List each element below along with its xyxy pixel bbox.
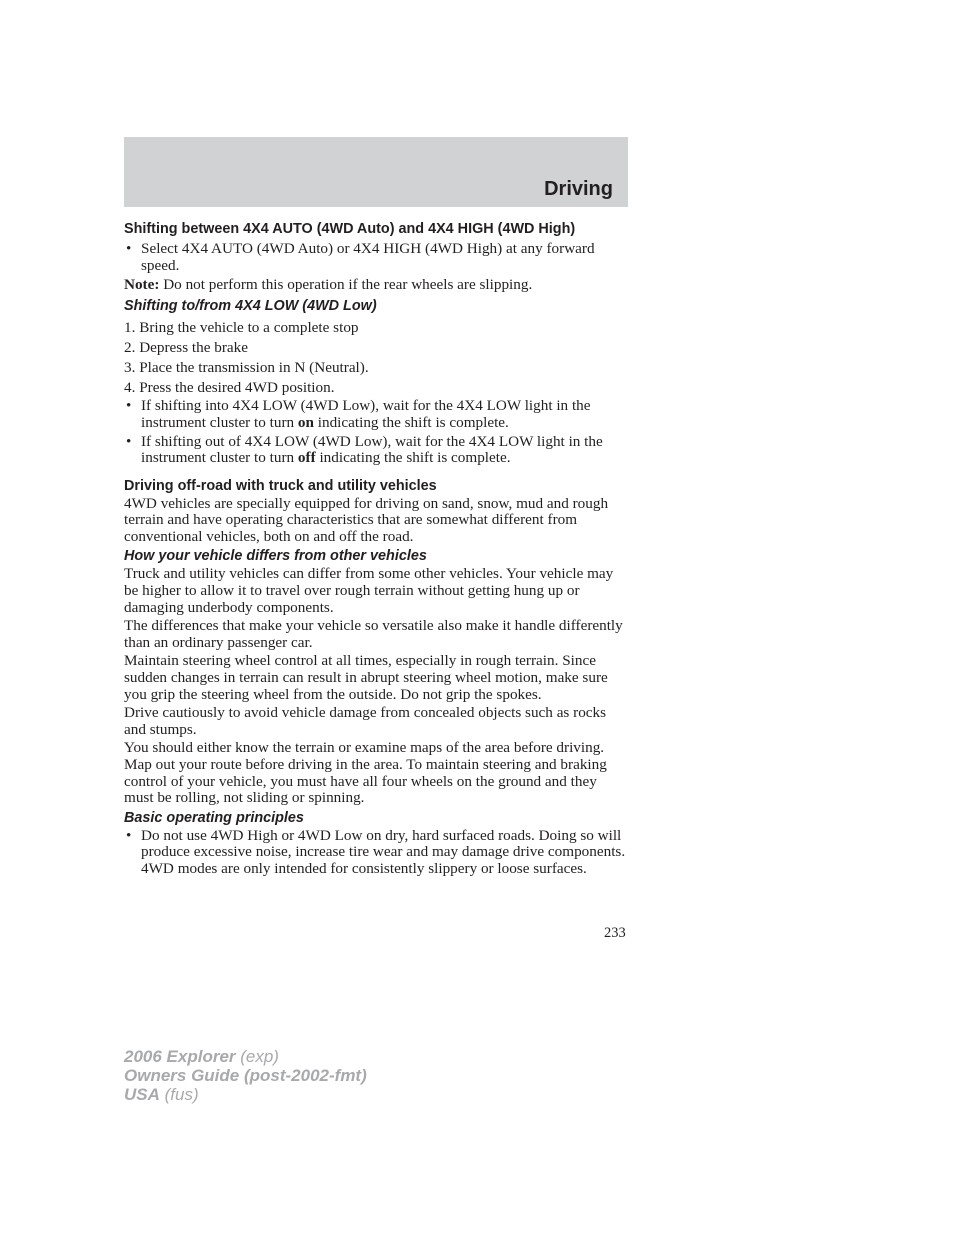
bullet-text-bold: off [297,449,316,467]
footer-model-code: (exp) [235,1047,279,1066]
bullet-text-bold: on [297,413,314,431]
step-1: 1. Bring the vehicle to a complete stop [124,318,359,336]
note-paragraph [124,277,628,294]
page-number: 233 [604,925,626,941]
heading-basic-principles: Basic operating principles [124,809,304,826]
heading-shifting-low: Shifting to/from 4X4 LOW (4WD Low) [124,297,377,314]
bullet-select-auto-high [124,241,628,274]
paragraph-differences: The differences that make your vehicle so versatile also make it handle differently than an ordinary passenger car. [124,617,623,651]
footer-line-2 [124,1066,367,1085]
bullet-glyph: • [126,432,132,450]
section-title: Driving [544,178,613,200]
paragraph-4wd-equipped: 4WD vehicles are specially equipped for driving on sand, snow, mud and rough terrain and have operating characteristics that are somewhat different from conventional vehicles, both on and off the road. [124,494,609,545]
document-footer [124,1047,367,1104]
step-3: 3. Place the transmission in N (Neutral). [124,358,369,376]
heading-shifting-auto-high: Shifting between 4X4 AUTO (4WD Auto) and 4X4 HIGH (4WD High) [124,221,576,237]
paragraph-steering-control: Maintain steering wheel control at all times, especially in rough terrain. Since sudden changes in terrain can result in abrupt steering wheel motion, make sure you grip the steering wheel from the outside. Do not grip the spokes. [124,652,608,703]
paragraph-truck-utility: Truck and utility vehicles can differ from some other vehicles. Your vehicle may be higher to allow it to travel over rough terrain without getting hung up or damaging underbody components. [124,565,614,616]
section-header-band [124,137,628,207]
heading-vehicle-differs: How your vehicle differs from other vehicles [124,548,427,565]
bullet-shift-out-of-low [124,434,628,467]
footer-line-1 [124,1047,367,1066]
bullet-text: Select 4X4 AUTO (4WD Auto) or 4X4 HIGH (4WD High) at any forward speed. [141,240,595,274]
footer-line-3 [124,1085,367,1104]
step-4: 4. Press the desired 4WD position. [124,378,335,396]
heading-driving-off-road: Driving off-road with truck and utility vehicles [124,477,437,494]
bullet-text-pre: If shifting into 4X4 LOW (4WD Low), wait for the 4X4 LOW light in the instrument cluster to turn [141,397,591,431]
footer-model: 2006 Explorer [124,1047,236,1066]
note-label: Note: [124,276,160,294]
bullet-text-post: indicating the shift is complete. [315,449,511,467]
bullet-shift-into-low [124,398,628,431]
bullet-glyph: • [126,240,132,257]
bullet-glyph: • [126,826,132,844]
bullet-text: Do not use 4WD High or 4WD Low on dry, hard surfaced roads. Doing so will produce excessive noise, increase tire wear and may damage drive components. 4WD modes are only intended for consistently slippery or loose surfaces. [141,826,626,877]
note-text: Do not perform this operation if the rear wheels are slipping. [159,276,533,294]
bullet-text-pre: If shifting out of 4X4 LOW (4WD Low), wait for the 4X4 LOW light in the instrument cluster to turn [141,432,603,467]
page-content [124,221,628,878]
footer-market: USA [124,1085,160,1104]
step-2: 2. Depress the brake [124,338,248,356]
paragraph-drive-cautiously: Drive cautiously to avoid vehicle damage from concealed objects such as rocks and stumps. [124,704,607,738]
paragraph-know-terrain: You should either know the terrain or examine maps of the area before driving. Map out your route before driving in the area. To maintain steering and braking control of your vehicle, you must have all four wheels on the ground and they must be rolling, not sliding or spinning. [124,739,607,807]
footer-market-code: (fus) [159,1085,199,1104]
bullet-glyph: • [126,397,132,415]
footer-guide: Owners Guide (post-2002-fmt) [124,1066,367,1085]
bullet-text-post: indicating the shift is complete. [313,413,509,431]
bullet-do-not-use-4wd [124,828,628,878]
